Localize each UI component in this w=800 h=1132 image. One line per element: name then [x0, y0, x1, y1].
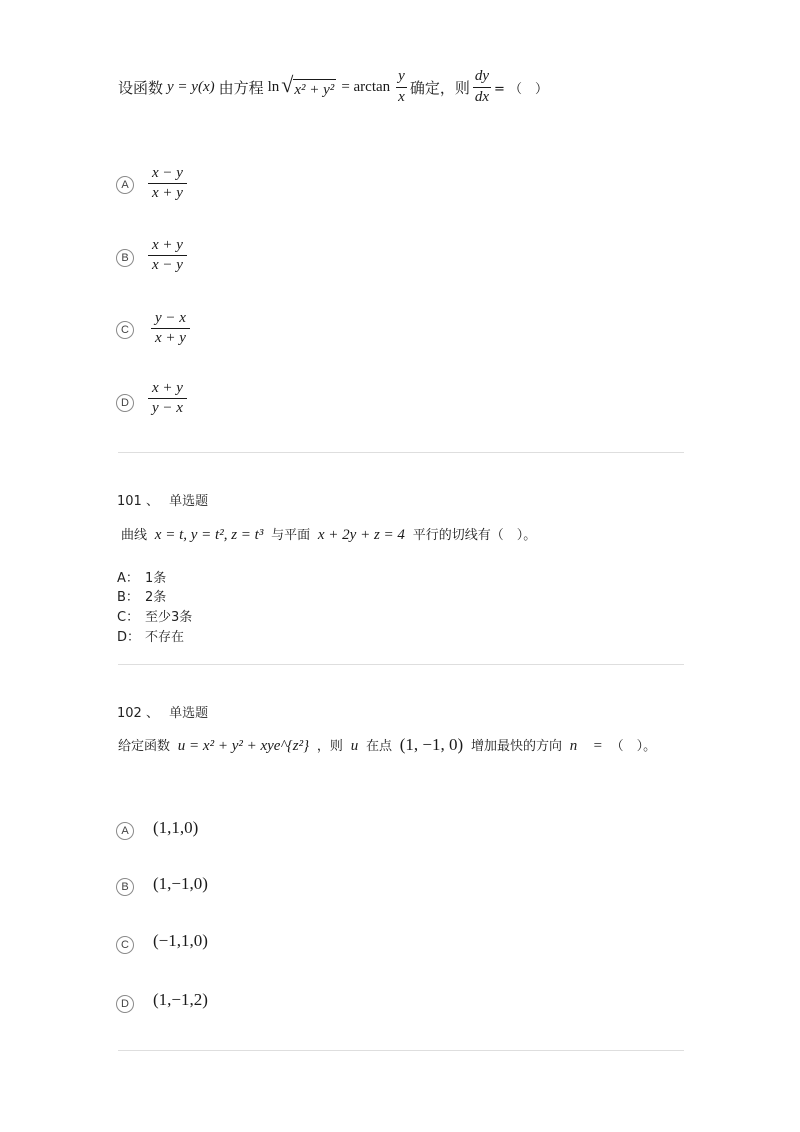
q100-option-c-den: x + y [155, 330, 186, 347]
q101-stem-plane: x + 2y + z = 4 [317, 527, 405, 543]
q102-type: 单选题 [169, 706, 209, 721]
q100-sqrt: √ x² + y² [281, 71, 335, 98]
q100-d-den: dx [474, 88, 490, 105]
q100-option-d-circle[interactable]: D [116, 394, 134, 412]
q100-option-b-num: x + y [152, 237, 183, 253]
q101-option-c-text: 至少3条 [145, 610, 193, 625]
divider-1 [118, 452, 684, 453]
q100-stem-eq: = arctan [341, 78, 391, 95]
q100-radicand: x² + y² [293, 79, 336, 99]
q102-option-a-value: (1,1,0) [153, 818, 199, 837]
divider-3 [118, 1050, 684, 1051]
q100-option-a-circle[interactable]: A [116, 176, 134, 194]
q102-stem [118, 735, 656, 755]
q100-dydx-fraction [473, 68, 491, 106]
q102-number: 102 、 [117, 706, 159, 721]
q100-option-a-num: x − y [152, 165, 183, 181]
q100-option-a-den: x + y [152, 185, 183, 202]
q100-stem [118, 62, 548, 112]
q100-option-c-fraction [151, 310, 190, 348]
q101-option-d-letter: D： [117, 630, 141, 645]
q102-option-c-value: (−1,1,0) [153, 931, 208, 950]
q100-option-c-num: y − x [155, 310, 186, 326]
q101-option-d[interactable] [117, 626, 184, 645]
q100-stem-ln: ln [267, 78, 280, 95]
q100-stem-func: y = y(x) [167, 78, 215, 95]
q100-option-d-num: x + y [152, 380, 183, 396]
q101-stem-suffix: 平行的切线有（ ）。 [412, 528, 537, 543]
q100-option-a-fraction [148, 165, 187, 203]
q101-option-a[interactable] [117, 567, 166, 586]
q102-option-c-circle[interactable]: C [116, 936, 134, 954]
q100-option-d-den: y − x [152, 400, 183, 417]
q102-option-a-circle[interactable]: A [116, 822, 134, 840]
q102-stem-end: （ ）。 [610, 739, 657, 754]
q101-option-b-letter: B： [117, 590, 139, 605]
q101-option-b-text: 2条 [145, 590, 167, 605]
q101-option-a-letter: A： [117, 571, 139, 586]
divider-2 [118, 664, 684, 665]
q101-option-c[interactable] [117, 606, 192, 625]
q102-option-d-value: (1,−1,2) [153, 990, 208, 1009]
q102-stem-prefix: 给定函数 [118, 739, 171, 754]
q100-yx-num: y [398, 68, 405, 85]
q100-stem-prefix: 设函数 [118, 78, 164, 97]
q102-stem-math: u = x² + y² + xye^{z²} [177, 738, 310, 754]
q101-stem [121, 524, 536, 544]
q102-stem-n: n⃗ = [569, 738, 603, 754]
q102-stem-u: u [350, 738, 359, 754]
q102-option-d-circle[interactable]: D [116, 995, 134, 1013]
q101-option-c-letter: C： [117, 610, 140, 625]
q102-stem-mid: ，则 [316, 739, 343, 754]
q101-option-d-text: 不存在 [145, 630, 185, 645]
q100-option-d-fraction [148, 380, 187, 418]
q101-header [117, 490, 208, 509]
q100-stem-end: = （ ） [494, 81, 549, 97]
q102-option-b-value: (1,−1,0) [153, 874, 208, 893]
q100-d-num: dy [474, 68, 490, 85]
q102-stem-suffix: 增加最快的方向 [470, 739, 562, 754]
q102-option-b-circle[interactable]: B [116, 878, 134, 896]
q101-stem-mid: 与平面 [271, 528, 311, 543]
q101-type: 单选题 [169, 494, 209, 509]
q101-option-b[interactable] [117, 586, 166, 605]
q101-number: 101 、 [117, 494, 159, 509]
q101-stem-math: x = t, y = t², z = t³ [154, 527, 264, 543]
q100-option-b-den: x − y [152, 257, 183, 274]
q100-option-b-circle[interactable]: B [116, 249, 134, 267]
q102-stem-mid2: 在点 [365, 739, 392, 754]
q100-stem-mid2: 确定，则 [409, 78, 470, 97]
q100-option-b-fraction [148, 237, 187, 275]
q102-stem-point: (1, −1, 0) [399, 735, 464, 754]
q101-option-a-text: 1条 [145, 571, 167, 586]
q100-option-c-circle[interactable]: C [116, 321, 134, 339]
q100-stem-mid: 由方程 [218, 78, 264, 97]
q100-yx-fraction [396, 68, 407, 106]
q100-yx-den: x [398, 88, 405, 105]
q102-header [117, 702, 208, 721]
q101-stem-prefix: 曲线 [121, 528, 148, 543]
